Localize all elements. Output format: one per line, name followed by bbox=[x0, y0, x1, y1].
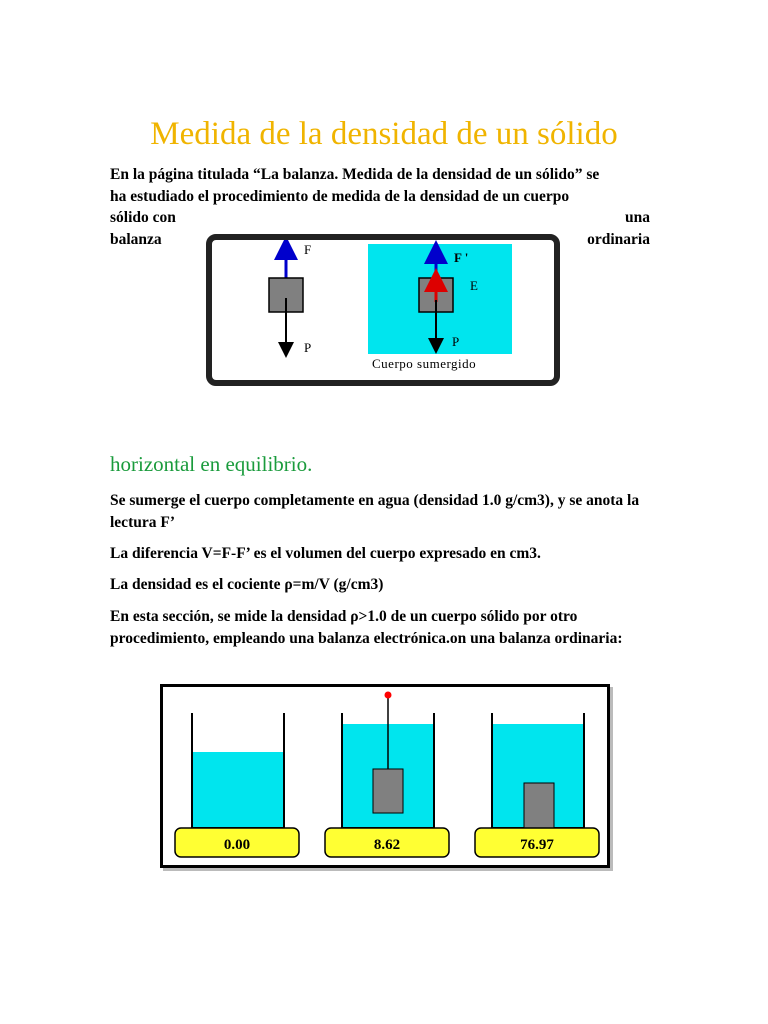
paragraph-1: Se sumerge el cuerpo completamente en agua (densidad 1.0 g/cm3), y se anota la lectura F’ bbox=[110, 492, 640, 531]
reading-2: 8.62 bbox=[373, 837, 401, 853]
intro-text: balanza bbox=[110, 230, 162, 248]
intro-line: En la página titulada “La balanza. Medida de la densidad de un sólido” se bbox=[110, 166, 600, 183]
intro-text: una bbox=[625, 209, 650, 226]
beaker-3 bbox=[492, 713, 584, 828]
water-fill bbox=[192, 752, 284, 828]
paragraph-4: En esta sección, se mide la densidad ρ>1.0 de un cuerpo sólido por otro procedimiento, empleando una balanza electrónica.on una balanza ordinaria: bbox=[110, 608, 623, 647]
figure1-caption: Cuerpo sumergido bbox=[372, 356, 477, 371]
paragraph-3: La densidad es el cociente ρ=m/V (g/cm3) bbox=[110, 576, 384, 593]
weight-p-label: P bbox=[304, 340, 312, 355]
beaker-1 bbox=[192, 713, 284, 828]
balance-diagram-svg bbox=[163, 687, 607, 865]
section-heading: horizontal en equilibrio. bbox=[110, 452, 313, 476]
force-f-label: F bbox=[304, 242, 312, 257]
balance-display-1 bbox=[175, 828, 299, 857]
resting-block bbox=[524, 783, 554, 828]
buoyancy-e-label: E bbox=[470, 278, 478, 293]
weight-p2-label: P bbox=[452, 334, 460, 349]
reading-3: 76.97 bbox=[520, 837, 554, 853]
intro-line-split bbox=[110, 207, 650, 229]
beaker-2 bbox=[342, 692, 434, 829]
intro-text: ordinaria bbox=[587, 230, 650, 248]
force-f-prime-label: F ' bbox=[454, 250, 469, 265]
intro-line: ha estudiado el procedimiento de medida de la densidad de un cuerpo bbox=[110, 187, 570, 205]
intro-text: sólido con bbox=[110, 209, 176, 226]
forces-diagram-svg bbox=[212, 240, 554, 380]
balance-display-2 bbox=[325, 828, 449, 857]
paragraph-2: La diferencia V=F-F’ es el volumen del cuerpo expresado en cm3. bbox=[110, 545, 541, 562]
balance-display-3 bbox=[475, 828, 599, 857]
suspended-block bbox=[373, 769, 403, 813]
pin-icon bbox=[385, 692, 392, 699]
balance-diagram bbox=[160, 684, 610, 868]
forces-diagram bbox=[206, 234, 560, 386]
page-title: Medida de la densidad de un sólido bbox=[150, 116, 618, 152]
reading-1: 0.00 bbox=[223, 837, 251, 853]
